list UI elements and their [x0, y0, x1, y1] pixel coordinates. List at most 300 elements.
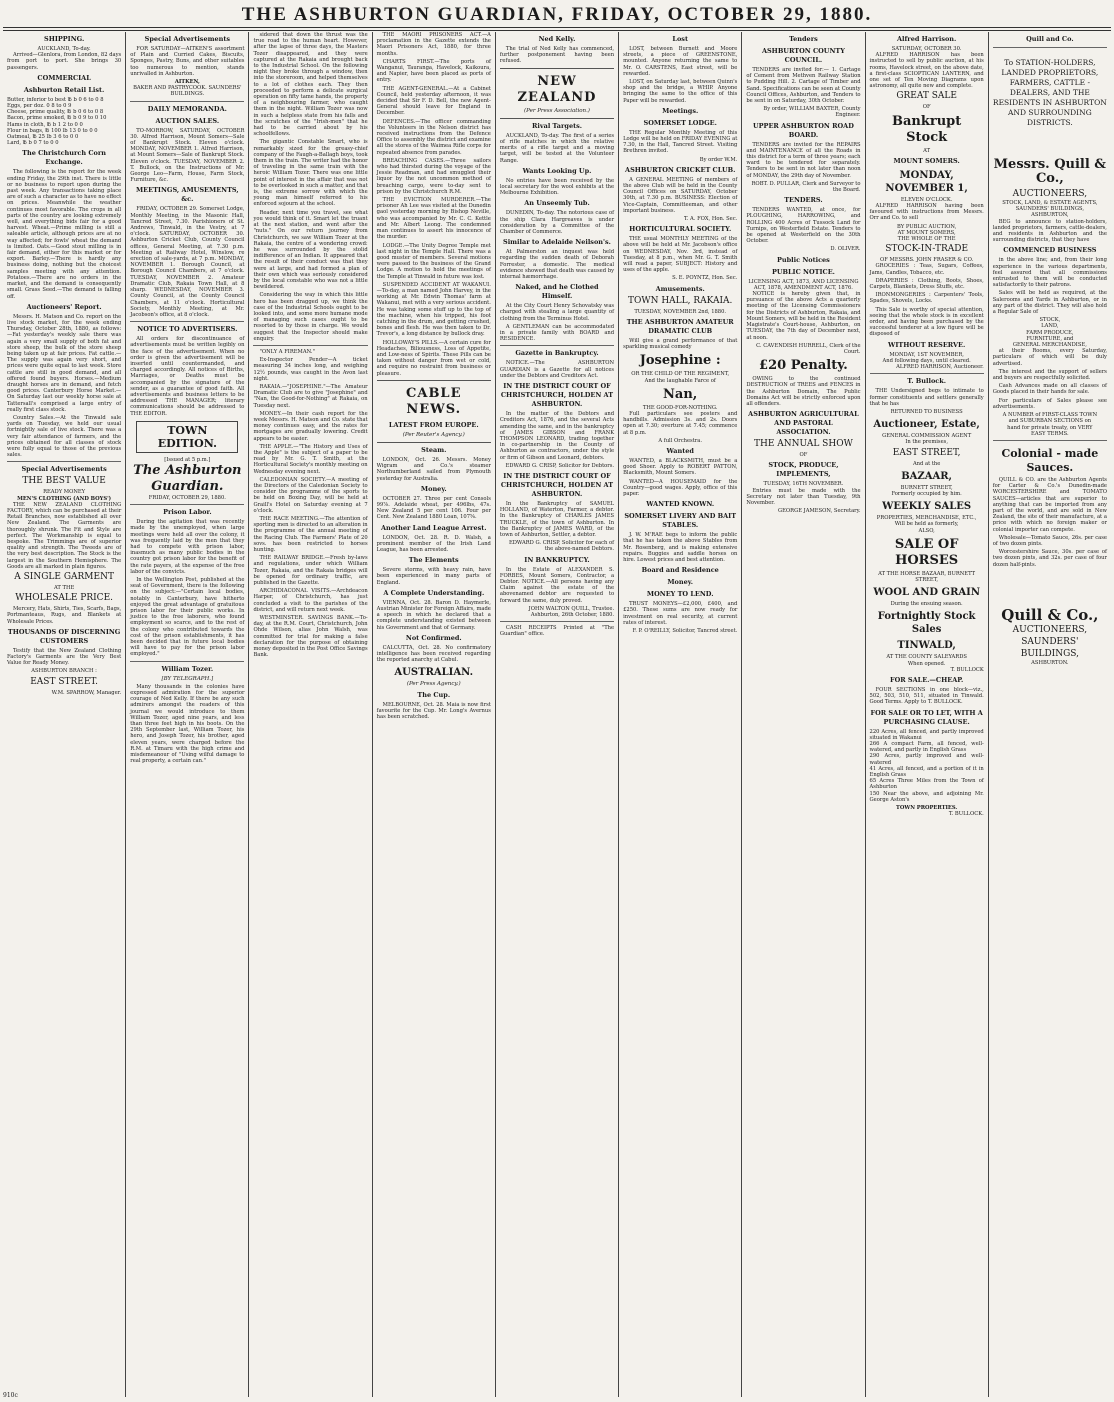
money-text: TRUST MONEYS—£2,000, £400, and £250. These sums are now ready for investment on real security, at current rates of interest. — [623, 601, 738, 626]
manager-signature: W.M. SPARROW, Manager. — [51, 689, 122, 696]
commenced-heading: COMMENCED BUSINESS — [1003, 246, 1097, 255]
railway-text: THE RAILWAY BRIDGE.—Fresh by-laws and regulations, under which William Tozer, Rakaia, and the Rakaia bridges will be opened for ordinary traffic, are published in the Gazette. — [253, 555, 368, 587]
special-ads-heading: Special Advertisements — [144, 35, 230, 43]
nz-sub: (Per Press Association.) — [523, 107, 590, 114]
branch-label: ASHBURTON BRANCH : — [31, 668, 97, 675]
saunders-line-2: SAUNDERS' BUILDINGS, — [1020, 636, 1079, 659]
of-messrs-line: OF MESSRS. JOHN FRASER & CO. — [880, 257, 974, 264]
monday-line: MONDAY, 1ST NOVEMBER, — [889, 351, 964, 358]
steam-text: LONDON, Oct. 26. Messrs. Money Wigram and Co.'s steamer Northumberland sailed from Plymouth yesterday for Australia. — [376, 456, 491, 482]
divider — [500, 621, 614, 622]
savings-text: WESTMINSTER. SAVINGS BANK.—To-day, at the R.M. Court, Christchurch, John Ohde Wilson, alias John Walsh, was committed for trial for making a false declaration for the purpose of obtaining money deposited in the Post Office Savings Bank. — [253, 615, 368, 659]
corn-text: The following is the report for the week ending Friday, the 29th inst. There is little or no business to report upon during the past week. Any transactions taking place are of such a character as to have no effect on prices. Meanwhile the weather continues most favorable. The crops in all parts of the country are looking extremely well, and everything bids fair for a good harvest. Wheat.—Prime milling is still a saleable article, although prices are at no way affected; for fowls' wheat the demand is limited. Oats.—Good stout milling is in fair demand, either for this market or for export. Barley.—There is hardly any business doing, nothing but the choicest samples meeting with any attention. Potatoes.—There are no orders in the market, and the demand is consequently small. Grass Seed.—The demand is falling off. — [7, 169, 122, 300]
tenders-text: TENDERS WANTED, at once, for PLOUGHING, HARROWING, and ROLLING 400 Acres of Tussock Land for Turnips, on Westerfield Estate. Tenders to be opened at Westerfield on the 30th October. — [746, 207, 861, 245]
prison-text: In the Wellington Post, published at the seat of Government, there is the following on the subject:—"Certain local bodies, notably in Canterbury, have hitherto enjoyed the great advantage of gratuitous prison labor for their public works. In justice to the free laborers, who found employment so scarce, and to the rest of the colony who contributed towards the cost of the prison establishments, it has been decided that in future local bodies will have to pay for the prison labor employed." — [130, 576, 245, 658]
retail-row: Cheese, prime quality, ℔ b 0 6 to 0 8 — [7, 109, 104, 116]
court-signature: EDWARD G. CRISP, Solicitor for Debtors. — [505, 462, 615, 469]
colonial-heading: Colonial - made Sauces. — [1001, 446, 1099, 474]
lodge-heading: SOMERSET LODGE. — [643, 118, 717, 127]
cup-text: MELBOURNE, Oct. 28. Maia is now first favourite for the Cup. Mr. Long's Avernus has been scratched. — [376, 701, 491, 721]
instructions-text: ALFRED HARRISON having been favoured with instructions from Messrs. Orr and Co. to sell — [869, 203, 984, 222]
fortnightly-heading: Fortnightly Stock Sales — [877, 611, 976, 636]
ashburton-line: ASHBURTON, — [1031, 212, 1069, 219]
nan-title: Nan, — [663, 386, 698, 402]
merch-line: GENERAL MERCHANDISE, — [1012, 342, 1087, 349]
apple-text: THE APPLE.—"The History and Uses of the Apple" is the subject of a paper to be read by Mr. G. T. Smith, at the Horticultural Society's monthly meeting on Wednesday evening next. — [253, 443, 368, 475]
article-text: sidered that down the thrust was the true road to the human heart. However, after the lapse of three days, the Masters Tozer disappeared, and they were captured at the Rakaia and brought back to the Industrial School. On the following night they broke through a window, then into the storeroom, and helped themselves to a lot of clothes each. They then proceeded to perform a delicate surgical operation on fifty tame hands, the property of a neighbouring farmer, who caught them in the night. William Tozer was now in such a helpless state from his falls and the scratches of the "Irish-men" that he had to be carried about by his schoolfellows. — [253, 32, 368, 138]
lodge-signature: By order W.M. — [699, 156, 738, 163]
harrison-date: SATURDAY, OCTOBER 30. — [891, 46, 962, 52]
cable-agency: (Per Reuter's Agency.) — [402, 431, 465, 438]
money-text: OCTOBER 27. Three per cent Consols 99⅞. Adelaide wheat, per 496lbs, 47s. New Zealand 5 per cent 106. Four per Cent. New Zealand 1880 Loan, 107⅝. — [376, 495, 491, 521]
properties-line: PROPERTIES, MERCHANDISE, ETC., — [876, 515, 977, 522]
unseemly-text: DUNEDIN, To-day. The notorious case of the ship Clara Hargreaves is under consideration by a Committee of the Chamber of Commerce. — [499, 210, 615, 236]
column-5 — [496, 32, 619, 1397]
auctioneer-heading: Auctioneer, Estate, — [873, 419, 980, 431]
article-text: Considering the way in which this little hero has been dragged up, we think the case of the Industrial Schools ought to be looked into, and some more humane mode of managing such cases ought to be resorted to by those in charge. We would suggest that the Inspector should make enquiry. — [253, 292, 368, 342]
retail-row: Bacon, prime smoked, ℔ b 0 9 to 0 10 — [7, 115, 107, 122]
bazaar-text: AT THE HORSE BAZAAR, BURNETT STREET, — [878, 570, 976, 583]
number-line: A NUMBER of FIRST-CLASS TOWN — [1002, 412, 1098, 419]
similar-heading: Similar to Adelaide Neilson's. — [503, 238, 611, 247]
court-text: In the matter of the Debtors and Creditors Act, 1876, and the several Acts amending the same, and in the bankruptcy of JAMES GIBSON and FRANK THOMPSON LEONARD, trading together in co-partnership in the County of Ashburton as contractors, under the style or firm of Gibson and Leonard, debtors. — [499, 411, 615, 461]
column-4 — [373, 32, 496, 1397]
great-sale-heading: GREAT SALE — [896, 91, 957, 102]
public-notice-text: NOTICE is hereby given that, in pursuance of the above Acts a quarterly meeting of the Licensing Commissioners for the Districts of Ashburton, Rakaia, and Mount Somers, will be held in the Resident Magistrate's Court-house, Ashburton, on TUESDAY, the 7th day of December next, at noon. — [746, 291, 861, 341]
divider — [500, 345, 614, 346]
tozer-text: Many thousands in the colonies have expressed admiration for the superior courage of Ned Kelly. If there be any such admirers amongst the readers of this journal we would introduce to them William Tozer, aged nine years, and less than three feet high in his boots. On the 29th September last, William Tozer, his hero, and Joseph Tozer, his brother, aged eleven years, were charged before the R.M. at Timaru with the high crime and misdemeanour of "Using wilful damage to real property, a certain can." — [130, 683, 245, 765]
tinwald-heading: TINWALD, — [897, 640, 956, 652]
article-text: CHARTS FIRST.—The ports of Wanganui, Tauranga, Havelock, Kaikoura, and Napier, have been placed as ports of entry. — [376, 58, 491, 84]
general-line: GENERAL COMMISSION AGENT — [882, 433, 972, 440]
retail-row: Oatmeal, ℔ 25 lb 3 6 to 0 0 — [7, 134, 79, 141]
auction-heading: AUCTION SALES. — [155, 116, 220, 125]
rival-text: AUCKLAND, To-day. The first of a series of rifle matches in which the relative merits of a rifle target and a moving target, will be tested at the Volunteer Range. — [499, 132, 615, 164]
livery-text: J. W. M'RAE begs to inform the public that he has taken the above Stables from Mr. Rosenberg, and is making extensive repairs. Buggies and saddle horses on hire. Lowest prices and best attention. — [623, 532, 738, 563]
of-line: OF — [922, 104, 931, 111]
bullock-signature: T. BULLOCK — [950, 666, 984, 673]
tenders-signature: D. OLIVER. — [830, 246, 861, 253]
cup-heading: The Cup. — [417, 690, 451, 699]
forsale-heading: FOR SALE.—CHEAP. — [889, 675, 964, 684]
race-text: THE RACE MEETING.—The attention of sporting men is directed to an alteration in the programme of the annual meeting of the Racing Club. The Farmers' Plate of 20 sovs. has been restricted to horses hunting. — [253, 516, 368, 554]
retail-heading: Ashburton Retail List. — [23, 85, 105, 94]
without-reserve: WITHOUT RESERVE. — [888, 340, 966, 349]
townhall-heading: TOWN HALL, RAKAIA. — [627, 295, 733, 306]
penalty-heading: £20 Penalty. — [759, 358, 848, 374]
lot-item: 266 A compact Farm, all fenced, well-watered, and partly in English Grass — [869, 740, 984, 754]
county-text: TENDERS are invited for:— 1. Cartage of Cement from Methven Railway Station to Pudding Hill. 2. Cartage of Timber and Sand. Specifications can be seen at County Council Offices, Ashburton, and Tenders to be sent in on Saturday, 30th October. — [746, 67, 861, 105]
best-value-line: MEN'S CLOTHING (AND BOYS') — [17, 495, 112, 502]
josephine-sub: OR THE CHILD OF THE REGIMENT, — [631, 371, 730, 378]
lot-item: 65 Acres Three Miles from the Town of Ashburton — [869, 778, 984, 791]
wants-text: No entries have been received by the local secretary for the wool exhibits at the Melbourne Exhibition. — [499, 177, 615, 197]
bullock-heading: T. Bullock. — [907, 377, 947, 386]
wool-heading: WOOL AND GRAIN — [873, 587, 980, 599]
article-text: DEFENCES.—The officer commanding the Volunteers in the Nelson district has received instructions from the Defence Office to assembly the district and examine all the stores of the Waimea Rifle corps for repeated absence from parades. — [376, 118, 491, 156]
column-9 — [989, 32, 1111, 1397]
county-heading: ASHBURTON COUNTY COUNCIL. — [761, 47, 845, 64]
bazaar-heading: BAZAAR, — [901, 470, 953, 482]
garment-sub: AT THE — [53, 585, 75, 592]
saleyards-line: AT THE COUNTY SALEYARDS — [886, 654, 967, 661]
money-lend-heading: MONEY TO LEND. — [646, 590, 714, 599]
lot-item: 220 Acres, all fenced, and partly improved situated in Wakanui — [869, 728, 984, 741]
hand-line: hand for private treaty, on VERY — [1007, 424, 1093, 431]
following-line: And following days, until cleared. — [882, 357, 971, 364]
farm-line: FARM PRODUCE, — [1026, 329, 1074, 336]
ensuing-line: During the ensuing season. — [890, 601, 963, 608]
column-2 — [126, 32, 249, 1397]
messrs-heading: Messrs. Quill & Co., — [993, 157, 1107, 186]
monday-heading: MONDAY, NOVEMBER 1, — [885, 169, 968, 194]
town-edition-heading: TOWN EDITION. — [136, 421, 238, 453]
in-bankruptcy-signature: JOHN WALTON QUILL, Trustee. Ashburton, 26th October, 1880. — [528, 605, 615, 618]
county-sales-text: Country Sales.—At the Tinwald sale yards on Tuesday, we held our usual fortnightly sale of live stock. There was a very fair attendance of farmers, and the prices obtained for all classes of stock were fully equal to those of the previous sales. — [7, 414, 122, 459]
harrison-signature: ALFRED HARRISON, Auctioneer. — [896, 364, 984, 371]
groceries-text: GROCERIES : Teas, Sugars, Coffees, Jams, Candles, Tobacco, etc. — [869, 263, 984, 276]
harrison-text: ALFRED HARRISON has been instructed to sell by public auction, at his rooms, Havelock street, on the above date, a first-class SCIOPTICAN LANTERN, and one set of Ten Moving Diagrams upon astronomy, all quite new and complete. — [869, 52, 984, 90]
shipping-place: AUCKLAND, To-day. — [37, 46, 91, 52]
lots-list — [870, 729, 984, 803]
page-footnote: 910c — [3, 1392, 18, 1399]
lot-item: 290 Acres, partly improved and well-watered — [869, 753, 984, 766]
lodge-text: THE Regular Monthly Meeting of this Lodge will be held on FRIDAY EVENING at 7.30, in the Hall, Tancred Street. Visiting Brethren invited. — [623, 129, 738, 155]
column-7 — [742, 32, 865, 1397]
also-line: ALSO, — [918, 527, 935, 534]
prison-text: During the agitation that was recently made by the unemployed, when large meetings were held all over the colony, it was frequently laid by the men that they had to compete with prison labor, inasmuch as many public bodies in the country got prison labor for the benefit of the rate payers, at the expense of the free labor of the convicts. — [130, 519, 245, 575]
retail-row: Hams in cloth, ℔ b 1 2 to 0 0 — [7, 121, 83, 128]
furniture-line: FURNITURE, and — [1026, 335, 1074, 342]
aitken-name: AITKEN, — [174, 79, 200, 86]
thousands-text: Testify that the New Zealand Clothing Factory's Garments are the Very Best Value for Ready Money. — [7, 647, 122, 667]
suburban-line: and SUBURBAN SECTIONS on — [1008, 418, 1092, 425]
tenders-heading: Tenders — [789, 35, 818, 43]
quill-big-heading: Quill & Co., — [1001, 605, 1099, 624]
lots-heading: FOR SALE OR TO LET, WITH A PURCHASING CLAUSE. — [870, 708, 983, 726]
quill-heading: Quill and Co. — [1026, 35, 1074, 43]
saunders-line: SAUNDERS' BUILDINGS, — [1015, 206, 1084, 213]
caledonian-text: CALEDONIAN SOCIETY.—A meeting of the Directors of the Caledonian Society to consider the programme of the sports to be held on Boxing Day, will be held at Graill's Hotel on Saturday evening at 7 o'clock. — [253, 476, 368, 514]
tenders-heading-2: TENDERS. — [784, 196, 823, 205]
memoranda-heading: DAILY MEMORANDA. — [147, 104, 227, 113]
cable-sub: LATEST FROM EUROPE. — [388, 420, 479, 429]
nz-box — [500, 68, 614, 119]
townhall-date: TUESDAY, NOVEMBER 2nd, 1880. — [634, 308, 727, 315]
hort-text: THE usual MONTHLY MEETING of the above will be held at Mr. Jacobson's office on WEDNESDAY, Nov. 3rd, instead of Tuesday, at 8 p.m., when Mr. G. T. Smith will read a paper, SUBJECT: History and uses of the apple. — [623, 236, 738, 274]
article-text: THE MAORI PRISONERS ACT.—A proclamation in the Gazette extends the Maori Prisoners Act, 1880, for three months. — [376, 32, 491, 57]
corn-heading: The Christchurch Corn Exchange. — [22, 149, 107, 167]
show-heading: THE ANNUAL SHOW — [754, 439, 853, 450]
divider — [7, 461, 121, 462]
aitken-sub: BAKER AND PASTRYCOOK. SAUNDERS' BUILDINGS. — [133, 85, 242, 98]
naked-heading: Naked, and he Clothed Himself. — [515, 283, 599, 301]
lot-item: 150 Near the above, and adjoining Mr. George Aston's — [869, 790, 984, 803]
retail-list — [7, 97, 121, 147]
wants-heading: Wants Looking Up. — [522, 166, 592, 175]
auction-text: TO-MORROW, SATURDAY, OCTOBER 30. Alfred Harrison, Mount Somers—Sale of Bankrupt Stock. Eleven o'clock. MONDAY, NOVEMBER 1. Alfred Harrison, at Mount Somers—Sale of Bankrupt Stock. Eleven o'clock. TUESDAY, NOVEMBER 2. T. Bullock, on the Instructions of Mr. George Leo—Farm, House, Farm Stock, Furniture, &c. — [130, 127, 245, 184]
similar-text: At Palmerston an inquest was held regarding the sudden death of Deborah Forrester, a domestic. The medical evidence showed that death was caused by internal hæmorrhage. — [499, 249, 615, 281]
elements-heading: The Elements — [408, 556, 459, 565]
kelly-heading: Ned Kelly. — [538, 35, 576, 43]
cable-news-box — [377, 380, 491, 443]
garment-heading: A SINGLE GARMENT — [14, 572, 114, 583]
only-fireman-heading: "ONLY A FIREMAN." — [259, 348, 315, 355]
meetings-heading: Meetings. — [662, 106, 699, 115]
article-text: The gigantic Constable Smart, who is remarkably sized for the greasy-chief company of the Faugh-a-Ballagh boys, took them in the train. The writer had the honor of traveling in the same train with the heroic William Tozer. There was one little point of interest in the affair that was not to be overlooked in such a matter, and that is, the extreme sorrow with which the young man himself referred to his enforced sojourn at the school. — [253, 139, 368, 208]
auctioneers-heading: Auctioneers' Report. — [26, 302, 102, 311]
board-heading: Board and Residence — [641, 566, 719, 575]
josephine-title: Josephine : — [639, 353, 721, 369]
commercial-heading: COMMERCIAL — [37, 73, 91, 82]
show-date: TUESDAY, 16TH NOVEMBER. — [763, 481, 844, 488]
wanted-text: WANTED, a BLACKSMITH, must be a good Shoer. Apply to ROBERT PATTON, Blacksmith, Mount Somers. — [623, 457, 738, 477]
ashburton-line-2: ASHBURTON. — [1031, 659, 1069, 666]
column-3 — [249, 32, 372, 1397]
thousands-heading: THOUSANDS OF DISCERNING CUSTOMERS — [7, 627, 121, 645]
town-props-line: TOWN PROPERTIES. — [896, 805, 958, 811]
money-text: MONEY.—In their cash report for the week Messrs. H. Matson and Co. state that money continues easy, and the rates for mortgages are gradually lowering. Credit appears to be easier. — [253, 410, 368, 442]
burnett-line: BURNETT STREET, — [900, 484, 953, 491]
lost-heading: Lost — [672, 35, 688, 43]
court2-signature: EDWARD G. CRISP, Solicitor for each of the above-named Debtors. — [508, 540, 615, 553]
only-fireman-text: Ex-Inspector Pender—A ticket measuring 34 inches long, and weighing 12½ pounds, was caught in the Avon last night. — [253, 357, 368, 382]
australian-sub: (Per Press Agency.) — [406, 681, 461, 688]
cricket-heading: ASHBURTON CRICKET CLUB. — [625, 165, 736, 174]
forsale-text: FOUR SECTIONS in one block—viz., 502, 503, 510, 511, situated in Tinwald. Good Terms. Apply to T. BULLOCK. — [869, 686, 984, 706]
auctioneers-line-2: AUCTIONEERS, — [1012, 624, 1088, 635]
wholesale-heading: WHOLESALE PRICE. — [15, 593, 114, 604]
stock-land-line: STOCK, LAND, & ESTATE AGENTS, — [1002, 200, 1098, 206]
auctioneers-text: Messrs. H. Matson and Co. report on the live stock market, for the week ending Thursday, October 28th, 1880, as follows:—Fat yesterday's weekly sale there was again a very small supply of both fat and store sheep, the bulk of the store sheep being taken up at fair prices. Fat cattle.—The supply was again very short, and prices were quite equal to last week. Store cattle are still in good demand, and all offered found buyers. Horses.—Medium draught horses are in demand, and fetch good prices. Canterbury Horse Market.—On Saturday last our weekly horse sale at Tattersall's comprised a large entry of really first class stock. — [7, 313, 122, 413]
bankrupt-heading: Bankrupt Stock — [892, 113, 962, 145]
court-heading: IN THE DISTRICT COURT OF CHRISTCHURCH, HOLDEN AT ASHBURTON. — [500, 382, 614, 409]
to-text: To STATION-HOLDERS, LANDED PROPRIETORS, FARMERS, CATTLE - DEALERS, AND THE RESIDENTS IN ASHBURTON AND SURROUNDING DISTRICTS. — [992, 58, 1107, 127]
upper-heading: UPPER ASHBURTON ROAD BOARD. — [753, 121, 854, 139]
stock-in-trade-heading: STOCK-IN-TRADE — [885, 244, 969, 255]
livery-heading: SOMERSET LIVERY AND BAIT STABLES. — [624, 512, 737, 530]
meetings-heading: MEETINGS, AMUSEMENTS, &c. — [135, 186, 239, 204]
county-signature: By order, WILLIAM BAXTER, County Engineer. — [763, 106, 861, 119]
cash-receipts-text: CASH RECEIPTS Printed at "The Guardian" office. — [499, 625, 615, 638]
shipping-heading: SHIPPING. — [44, 35, 85, 43]
kelly-text: The trial of Ned Kelly has commenced, further postponement having been refused. — [499, 46, 615, 65]
article-text: BREACHING CASES.—Three sailors who had thirsted during the voyage of the Jessie Readman, and had smuggled their liquor by the not uncommon method of breaching cargo, were to-day sent to prison by the Christchurch R.M. — [376, 157, 491, 195]
retail-row: Lard, ℔ b 0 7 to 0 0 — [7, 140, 59, 147]
divider — [993, 47, 1107, 48]
retail-row: Eggs, per doz. 0 8 to 0 9 — [7, 103, 72, 110]
at-mount-line: AT MOUNT SOMERS, — [897, 229, 956, 236]
retail-row: Butter, inferior to best ℔ b 0 6 to 0 8 — [7, 96, 104, 103]
court2-heading: IN THE DISTRICT COURT OF CHRISTCHURCH, HOLDEN AT ASHBURTON. — [500, 471, 614, 498]
amusements-heading: Amusements. — [655, 284, 705, 293]
divider — [130, 101, 244, 102]
lost-text: LOST, on Saturday last, between Quinn's shop and the bridge, a WHIP. Anyone bringing the same to the office of this Paper will be rewarded. — [623, 79, 738, 104]
wanted-heading: Wanted — [666, 446, 694, 455]
bullock-signature-2: T. BULLOCK. — [948, 811, 984, 818]
divider — [130, 504, 244, 505]
east-street-heading: EAST STREET, — [892, 447, 961, 458]
accident-text: SUSPENDED ACCIDENT AT WAKANUI.—To-day, a man named John Harvey, in the working at Mr. Edwin Thomas' farm at Wakanui, met with a very serious accident. He was taking some stuff up to the top of the machine, when his tripped, his foot catching in the drum, and getting crushed, bones and flesh. He was then taken to Dr. Trevor's, a long distance by bullock dray. — [376, 281, 491, 338]
money-heading: Money. — [667, 578, 694, 587]
hort-signature: S. E. POYNTZ, Hon. Sec. — [672, 275, 738, 282]
stock-heading: STOCK, PRODUCE, IMPLEMENTS, — [768, 461, 839, 479]
hort-heading: HORTICULTURAL SOCIETY. — [629, 225, 732, 234]
tozer-heading: William Tozer. — [161, 664, 214, 673]
aitken-text: FOR SATURDAY—AITKEN'S assortment of Plain and Curried Cakes, Biscuits, Sponges, Pastry, Buns, and other suitables too numerous to mention, stands unrivalled in Ashburton. — [130, 46, 245, 77]
tozer-sub: [BY TELEGRAPH.] — [161, 675, 214, 682]
sale-text: This Sale is worthy of special attention, seeing that the whole stock is in excellent order, and having been purchased by the successful tenderer at a low figure will be disposed of — [869, 306, 984, 338]
nan-sub: And the laughable Farce of — [644, 377, 716, 384]
unseemly-heading: An Unseemly Tub. — [524, 199, 590, 208]
at-line: AT — [923, 147, 931, 154]
paper-title: The Ashburton Guardian. — [133, 462, 242, 494]
divider — [870, 373, 984, 374]
formerly-line: Formerly occupied by him. — [891, 490, 962, 497]
horses-heading: SALE OF HORSES — [894, 536, 959, 568]
weekly-heading: WEEKLY SALES — [882, 501, 972, 513]
wholesale-text: Wholesale—Tomato Sauce, 26s. per case of two dozen pints. — [992, 534, 1107, 547]
opened-line: When opened. — [907, 660, 946, 667]
steam-heading: Steam. — [421, 445, 447, 454]
australian-heading: AUSTRALIAN. — [394, 667, 474, 679]
shipping-text: Arrived—Glenlora, from London, 82 days from port to port. She brings 30 passengers. — [7, 52, 122, 71]
town-edition-sub: [Issued at 5 p.m.] — [164, 456, 211, 463]
stock-line: STOCK, — [1039, 317, 1061, 324]
worcester-text: Worcestershire Sauce, 30s. per case of two dozen pints, and 32s. per case of four dozen half-pints. — [992, 549, 1107, 568]
branch-street: EAST STREET. — [30, 676, 98, 687]
best-value-heading: THE BEST VALUE — [22, 476, 106, 487]
licensing-line: LICENSING ACT, 1873, AND LICENSING ACT, 1878, AMENDMENT ACT, 1876. — [748, 278, 859, 291]
in-bankruptcy-heading: IN BANKRUPTCY. — [524, 555, 590, 564]
bullock-text: THE Undersigned begs to intimate to former constituents and settlers generally that he has — [869, 388, 984, 407]
article-text: THE EVICTION MURDERER.—The prisoner Ah Lee was visited at the Dunedin gaol yesterday morning by Bishop Neville, who was accompanied by Mr. C. C. Kettle and Mr. Albert Leong. The condemned man continues to assert his innocence of the murder. — [376, 197, 491, 241]
lot-item: 41 Acres, all fenced, and a portion of it in English Grass — [869, 765, 984, 778]
bankruptcy-notice: NOTICE.—The ASHBURTON GUARDIAN is a Gazette for all notices under the Debtors and Creditors Act. — [499, 360, 615, 379]
divider — [253, 345, 367, 346]
notice-text: All orders for discontinuance of advertisements must be written legibly on the face of the advertisement. When no order is given the advertisement will be inserted until countermanded, and charged accordingly. All notices of Births, Marriages, or Deaths must be accompanied by the signature of the sender, as a guarantee of good faith. All advertisements and business letters to be addressed THE MANAGER; literary communications should be addressed to THE EDITOR. — [130, 336, 245, 417]
agri-heading: ASHBURTON AGRICULTURAL AND PASTORAL ASSOCIATION. — [748, 410, 859, 437]
cricket-text: A GENERAL MEETING of members of the above Club will be held in the County Council Offices on SATURDAY, October 30th, at 7.30 p.m. BUSINESS: Election of Vice-Captain, Committeeman, and other important business. — [623, 176, 738, 214]
special-ads-heading: Special Advertisements — [21, 465, 107, 474]
dramatic-heading: THE ASHBURTON AMATEUR DRAMATIC CLUB — [626, 317, 734, 335]
arch-text: ARCHIDIACONAL VISITS.—Archdeacon Harper, of Christchurch, has just concluded a visit to the parishes of the district, and will return next week. — [253, 588, 368, 613]
and-at-line: And at the — [912, 460, 941, 467]
amusements-text: Full particulars see posters and handbills. Admission 3s. and 2s. Doors open at 7.30; overture at 7.45; commence at 8 p.m. — [623, 410, 738, 436]
public-auction-line: BY PUBLIC AUCTION, — [897, 223, 957, 230]
garment-text: Mercery, Hats, Shirts, Ties, Scarfs, Bags, Portmanteaus, Rugs, and Blankets at Wholesale Prices. — [7, 606, 122, 625]
sales-text: Sales will be held as required, at the Salerooms and Yards in Ashburton, or in any part of the district. They will also hold a Regular Sale of — [992, 290, 1107, 316]
meetings-text: FRIDAY, OCTOBER 29. Somerset Lodge, Monthly Meeting, in the Masonic Hall, Tancred Street, 7.30. Parishioners of St. Andrews, Tinwald, in the Vestry, at 7 o'clock. SATURDAY, OCTOBER 30. Ashburton Cricket Club, County Council offices, General Meeting, at 7.30 p.m. Meeting at Railway Hotel, Winslow, re erection of sale-yards, at 7 p.m. MONDAY, NOVEMBER 1. Borough Council, at Borough Council Chambers, at 7 o'clock. TUESDAY, NOVEMBER 2. Amateur Dramatic Club, Rakaia Town Hall, at 8 sharp. WEDNESDAY, NOVEMBER 3. County Council, at the County Council Chambers, at 11 o'clock. Horticultural Society, Monthly Meeting, at Mr. Jacobson's office, at 8 o'clock. — [130, 206, 245, 318]
arrest-heading: Another Land League Arrest. — [381, 523, 487, 532]
show-sub: OF — [799, 452, 808, 459]
colonial-text: QUILL & CO. are the Ashburton Agents for Carter & Co.'s Dunedin-made WORCESTERSHIRE and TOMATO SAUCES—articles that are superior to anything that can be imported from any part of the world, and are sold in New Zealand, the site of their manufacture, at a price with which no foreign maker or colonial importer can compete. — [992, 476, 1107, 533]
cash-text: Cash Advances made on all classes of Goods placed in their hands for sale. — [992, 383, 1107, 396]
whole-line: THE WHOLE OF THE — [897, 236, 956, 243]
column-8 — [866, 32, 989, 1397]
divider — [130, 321, 244, 322]
interest-text: The interest and the support of sellers and buyers are respectfully solicited. — [992, 368, 1107, 382]
announce-text: BEG to announce to station-holders, landed proprietors, farmers, cattle-dealers, and residents in Ashburton and the surrounding districts, that they have — [992, 218, 1107, 244]
held-line: Will be held as formerly, — [894, 521, 959, 528]
masthead-rule-2 — [3, 30, 1111, 31]
notice-heading: NOTICE TO ADVERTISERS. — [137, 325, 238, 334]
lost-text: LOST, between Burnett and Moore streets, a piece of GREENSTONE, mounted. Anyone returning the same to Mr. O. CARSTENS, East street, will be rewarded. — [623, 46, 738, 77]
show-text: Entries must be made with the Secretary not later than Tuesday, 9th November. — [746, 487, 861, 506]
holloway-text: HOLLOWAY'S PILLS.—A certain cure for Headaches, Biliousness, Loss of Appetite, and Low-ness of Spirits. These Pills can be taken without danger from wet or cold, and require no restraint from business or pleasure. — [376, 339, 491, 377]
harrison-heading: Alfred Harrison. — [896, 35, 957, 43]
divider — [993, 440, 1107, 441]
column-6 — [619, 32, 742, 1397]
commenced-text: in the above line; and, from their long experience in the various departments, feel assured that all commissions entrusted to them will be conducted satisfactorily to their patrons. — [992, 257, 1107, 289]
bankruptcy-heading: Gazette in Bankruptcy. — [515, 349, 599, 358]
column-1 — [3, 32, 126, 1397]
money-heading: Money. — [420, 484, 447, 493]
upper-signature: ROBT. D. PULLAR, Clerk and Surveyor to the Board. — [751, 180, 861, 194]
rooms-text: at their Rooms, every Saturday, particulars of which will be duly advertised. — [992, 348, 1107, 367]
best-value-sub: READY MONEY — [43, 489, 86, 496]
cable-heading: CABLE NEWS. — [406, 385, 462, 417]
naked-text: At the City Court Henry Schovatsky was charged with stealing a large quantity of clothing from the Terminus Hotel. — [499, 303, 615, 322]
court2-text: In the Bankruptcy of SAMUEL HOLLAND, of Waterton, Farmer, a debtor. In the Bankruptcy of CHARLES JAMES TRUCKLE, of the town of Ashburton. In the Bankruptcy of JAMES WARD, of the town of Ashburton, Settler, a debtor. — [499, 500, 615, 538]
orchestra-line: A full Orchestra. — [658, 437, 703, 444]
article-text: Reader, next time you travel, see what you would think of it. Smart let the truant at the next station, and went after the "nuts." On our return journey from Christchurch, we saw William Tozer at the Rakaia, the centre of a wondering crowd: he was surrounded by the stolid indifference of an Indian. It appeared that the result of their conduct was that they were at large, and had formed a plan of their own which was seriously considered by the local constable who was not a little bewildered. — [253, 209, 368, 291]
premises-line: In the premises, — [905, 439, 948, 446]
article-text: LODGE.—The Unity Degree Temple met last night in the Temple Hall. There was a good muster of members. Several motions were passed to the business of the Grand Lodge. A motion to hold the meetings of the Temple at Tinwald in future was lost. — [376, 242, 491, 280]
wanted-known-heading: WANTED KNOWN. — [646, 500, 715, 509]
not-confirmed-text: CALCUTTA, Oct. 28. No confirmatory intelligence has been received regarding the reported anarchy at Cabul. — [376, 644, 491, 664]
land-line: LAND, — [1041, 323, 1059, 330]
masthead-rule — [3, 27, 1111, 28]
auctioneers-line: AUCTIONEERS, — [1012, 189, 1088, 199]
iron-text: IRONMONGERIES : Carpenters' Tools, Spades, Shovels, Locks. — [869, 292, 984, 305]
public-notice-heading: PUBLIC NOTICE. — [771, 267, 835, 276]
columns — [3, 32, 1111, 1397]
complete-heading: A Complete Understanding. — [383, 588, 485, 597]
date-line: FRIDAY, OCTOBER 29, 1880. — [148, 494, 226, 501]
public-notices-heading: Public Notices — [777, 255, 830, 264]
best-value-text: THE NEW ZEALAND CLOTHING FACTORY, which can be purchased at their Retail Branches, now established all over New Zealand. The Garments are thoroughly shrunk. The Fit and Style are perfect. The Workmanship is equal to bespoke. The Trimmings are of superior quality and strength. The Tweeds are of the very best description. The Stock is the largest in the Southern Hemisphere. The Goods are all marked in plain figures. — [7, 501, 122, 570]
rakaia-text: RAKAIA.—"JOSEPHINE."—The Amateur Dramatic Club are to give "Josephine" and "Nan, the Good-for-Nothing" at Rakaia, on Tuesday next. — [253, 383, 368, 409]
wanted-text: WANTED—A HOUSEMAID for the Country—good wages. Apply, office of this paper. — [623, 478, 738, 497]
nz-heading: NEW ZEALAND — [517, 73, 597, 105]
arrest-text: LONDON, Oct. 28. R. D. Walsh, a prominent member of the Irish Land League, has been arrested. — [376, 534, 491, 553]
show-signature: GEORGE JAMESON, Secretary. — [778, 508, 861, 515]
in-bankruptcy-text: In the Estate of ALEXANDER S. FORBES, Mount Somers, Contractor, a Debtor. NOTICE.—All persons having any Claim against the estate of the abovenamed debtor are requested to forward the same, duly proved. — [499, 566, 615, 604]
nan-good: THE GOOD-FOR-NOTHING. — [642, 404, 718, 411]
eleven-line: ELEVEN O'CLOCK. — [900, 196, 953, 203]
public-notice-signature: C. CAVENDISH HURRELL, Clerk of the Court. — [756, 342, 861, 355]
prison-heading: Prison Labor. — [163, 508, 212, 517]
dramatic-text: Will give a grand performance of that sparkling musical comedy — [623, 337, 738, 351]
complete-text: VIENNA, Oct. 28. Baron D. Haymerle, Austrian Minister for Foreign Affairs, made a speech in which he declared that a complete understanding existed between his Government and that of Germany. — [376, 599, 491, 631]
divider — [130, 661, 244, 662]
retail-row: Flour in bags, ℔ 100 lb 13 0 to 0 0 — [7, 127, 98, 134]
not-confirmed-heading: Not Confirmed. — [405, 633, 462, 642]
elements-text: Severe storms, with heavy rain, have been experienced in many parts of England. — [376, 567, 491, 586]
masthead: THE ASHBURTON GUARDIAN, FRIDAY, OCTOBER 29, 1880. — [241, 4, 873, 25]
article-text: THE AGENT-GENERAL.—At a Cabinet Council, held yesterday afternoon, it was decided that Sir F. D. Bell, the new Agent-General should leave for England in December. — [376, 85, 491, 117]
easy-line: EASY TERMS. — [1031, 430, 1069, 437]
particulars-text: For particulars of Sales please see advertisements. — [992, 397, 1107, 410]
drapery-text: DRAPERIES : Clothing, Boots, Shoes, Carpets, Blankets, Dress Stuffs, etc. — [869, 277, 984, 291]
returned-line: RETURNED TO BUSINESS — [890, 408, 963, 415]
cricket-signature: T. A. FOX, Hon. Sec. — [684, 216, 738, 223]
upper-text: TENDERS are invited for the REPAIRS and MAINTENANCE of all the Roads in this district for a term of three years; each ward to be tendered for separately. Tenders to be sent in not later than noon of MONDAY, the 29th day of November. — [746, 141, 861, 179]
board-text: A GENTLEMAN can be accommodated in a private family with BOARD and RESIDENCE. — [499, 323, 615, 343]
money-signature: F. P. O'REILLY, Solicitor, Tancred street. — [632, 627, 738, 634]
mount-heading: MOUNT SOMERS. — [893, 156, 960, 165]
